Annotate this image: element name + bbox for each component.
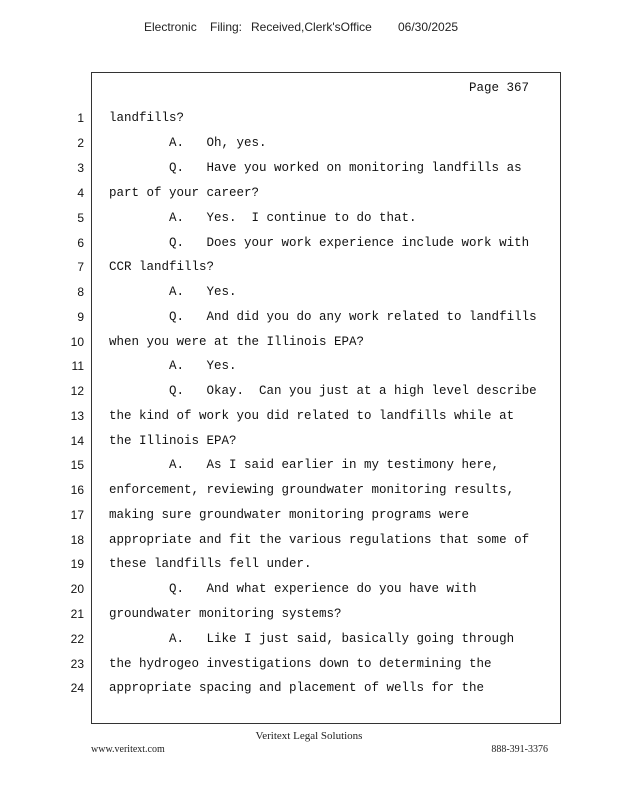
transcript-line	[0, 582, 618, 606]
filing-header	[0, 20, 618, 38]
transcript-line	[0, 335, 618, 359]
line-number: 23	[70, 657, 84, 671]
line-number: 15	[70, 458, 84, 472]
line-number: 2	[77, 136, 84, 150]
transcript-line	[0, 557, 618, 581]
line-text: appropriate and fit the various regulations that some of	[109, 533, 530, 547]
line-text: Q. Have you worked on monitoring landfills as	[109, 161, 522, 175]
header-filing: Filing:	[210, 20, 243, 34]
transcript-line	[0, 533, 618, 557]
transcript-line	[0, 111, 618, 135]
line-number: 10	[70, 335, 84, 349]
line-text: CCR landfills?	[109, 260, 215, 274]
footer-phone: 888-391-3376	[491, 744, 548, 755]
line-number: 4	[77, 186, 84, 200]
page-number: Page 367	[469, 81, 530, 95]
line-text: Q. Okay. Can you just at a high level describe	[109, 384, 537, 398]
line-number: 20	[70, 582, 84, 596]
line-text: the kind of work you did related to landfills while at	[109, 409, 515, 423]
line-number: 18	[70, 533, 84, 547]
line-text: groundwater monitoring systems?	[109, 607, 342, 621]
transcript-line	[0, 384, 618, 408]
line-text: the hydrogeo investigations down to determining the	[109, 657, 492, 671]
transcript-line	[0, 359, 618, 383]
line-number: 13	[70, 409, 84, 423]
line-text: appropriate spacing and placement of wells for the	[109, 681, 485, 695]
line-number: 22	[70, 632, 84, 646]
transcript-line	[0, 483, 618, 507]
transcript-line	[0, 236, 618, 260]
transcript-line	[0, 310, 618, 334]
line-text: part of your career?	[109, 186, 260, 200]
line-text: when you were at the Illinois EPA?	[109, 335, 365, 349]
header-received: Received,Clerk'sOffice	[251, 20, 372, 34]
line-text: A. Yes. I continue to do that.	[109, 211, 417, 225]
line-number: 9	[77, 310, 84, 324]
line-text: Q. Does your work experience include work with	[109, 236, 530, 250]
transcript-line	[0, 681, 618, 705]
line-text: enforcement, reviewing groundwater monitoring results,	[109, 483, 515, 497]
line-number: 3	[77, 161, 84, 175]
line-text: A. Yes.	[109, 285, 237, 299]
line-number: 19	[70, 557, 84, 571]
transcript-line	[0, 458, 618, 482]
transcript-line	[0, 260, 618, 284]
footer-company: Veritext Legal Solutions	[255, 730, 363, 742]
header-date: 06/30/2025	[398, 20, 459, 34]
line-text: A. Yes.	[109, 359, 237, 373]
footer-website: www.veritext.com	[91, 744, 165, 755]
transcript-line	[0, 632, 618, 656]
line-text: landfills?	[109, 111, 185, 125]
line-number: 14	[70, 434, 84, 448]
transcript-line	[0, 136, 618, 160]
line-text: making sure groundwater monitoring programs were	[109, 508, 470, 522]
line-number: 21	[70, 607, 84, 621]
transcript-line	[0, 211, 618, 235]
transcript-line	[0, 285, 618, 309]
transcript-line	[0, 657, 618, 681]
line-number: 12	[70, 384, 84, 398]
line-number: 1	[77, 111, 84, 125]
line-number: 17	[70, 508, 84, 522]
header-electronic: Electronic	[144, 20, 197, 34]
transcript-line	[0, 161, 618, 185]
line-number: 11	[71, 359, 84, 373]
line-text: A. Like I just said, basically going through	[109, 632, 515, 646]
line-text: these landfills fell under.	[109, 557, 312, 571]
line-text: A. Oh, yes.	[109, 136, 267, 150]
line-text: Q. And what experience do you have with	[109, 582, 477, 596]
line-text: A. As I said earlier in my testimony here,	[109, 458, 500, 472]
line-text: Q. And did you do any work related to landfills	[109, 310, 537, 324]
line-number: 5	[77, 211, 84, 225]
line-number: 8	[77, 285, 84, 299]
transcript-line	[0, 508, 618, 532]
line-text: the Illinois EPA?	[109, 434, 237, 448]
transcript-line	[0, 409, 618, 433]
transcript-line	[0, 607, 618, 631]
transcript-line	[0, 434, 618, 458]
line-number: 6	[77, 236, 84, 250]
transcript-line	[0, 186, 618, 210]
line-number: 16	[70, 483, 84, 497]
line-number: 7	[77, 260, 84, 274]
line-number: 24	[70, 681, 84, 695]
